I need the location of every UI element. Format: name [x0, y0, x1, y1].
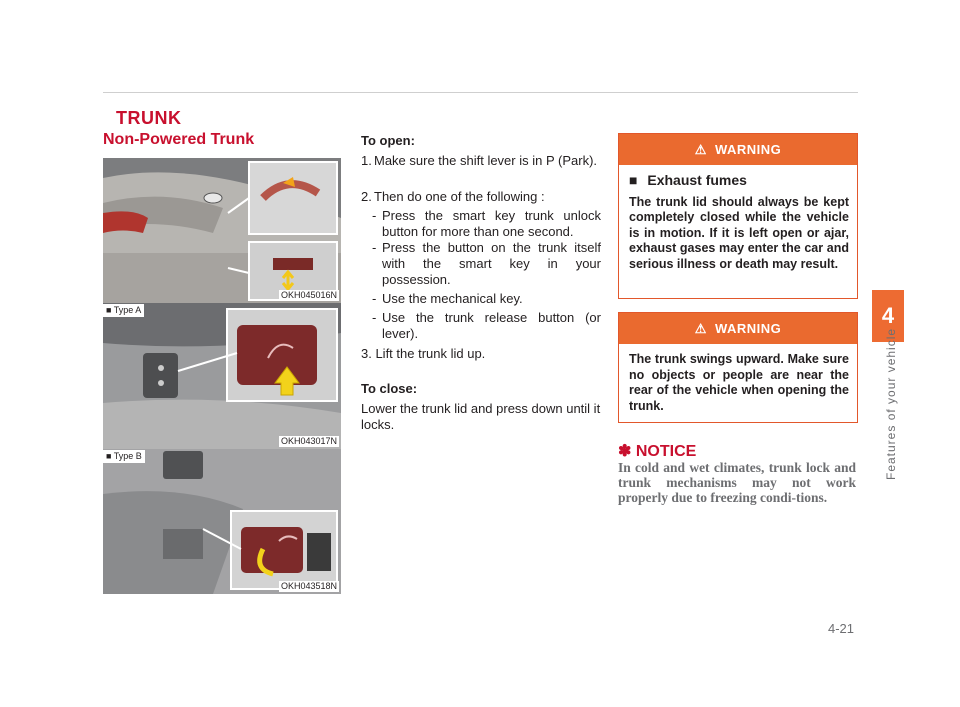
sub-item: [361, 310, 601, 342]
dash-bullet: -: [372, 291, 377, 306]
warning-title-text: Exhaust fumes: [647, 172, 747, 188]
open-heading: To open:: [361, 133, 415, 148]
trunk-exterior-illustration: [103, 158, 341, 303]
photo-type-b: [103, 449, 341, 594]
subtitle: Non-Powered Trunk: [103, 131, 255, 148]
step-1-number: 1.: [361, 153, 372, 168]
photo-caption: OKH043017N: [280, 436, 337, 446]
warning-box-exhaust: [618, 133, 858, 299]
trunk-release-button-type-b-illustration: [103, 449, 341, 594]
warning-text: The trunk lid should always be kept completely closed while the vehicle is in motion. If it is left open or ajar, exhaust gases may enter the car and serious illness or death may result.: [629, 194, 849, 271]
notice-body: In cold and wet climates, trunk lock and trunk mechanisms may not work properly due to freezing condi-tions.: [618, 460, 856, 505]
type-b-label: ■ Type B: [103, 450, 145, 463]
step-2: [361, 189, 601, 205]
trunk-release-lever-type-a-illustration: [103, 303, 341, 449]
warning-header: [619, 134, 857, 165]
warning-header: [619, 313, 857, 344]
warning-title: [629, 173, 849, 189]
warning-header-label: WARNING: [714, 142, 782, 157]
square-bullet-icon: ■: [629, 172, 638, 188]
chapter-title: Features of your vehicle: [884, 327, 898, 480]
step-1: [361, 153, 601, 169]
photo-caption: OKH043518N: [280, 581, 337, 591]
sub-item: [361, 208, 601, 240]
dash-bullet: -: [372, 208, 377, 223]
warning-box-trunk-swing: [618, 312, 858, 423]
step-2-number: 2.: [361, 189, 372, 204]
warning-body: [619, 344, 857, 422]
warning-triangle-icon: ⚠: [694, 321, 707, 336]
sub-item-text: Press the smart key trunk unlock button for more than one second.: [382, 208, 601, 239]
sub-item: [361, 240, 601, 288]
photo-caption: OKH045016N: [280, 290, 337, 300]
close-text: Lower the trunk lid and press down until it locks.: [361, 401, 601, 432]
close-heading: To close:: [361, 381, 418, 396]
sub-item-text: Use the trunk release button (or lever).: [382, 310, 601, 341]
photo-trunk-exterior: [103, 158, 341, 303]
chapter-tab: 4: [872, 290, 904, 342]
sub-item-text: Press the button on the trunk itself with the smart key in your possession.: [382, 240, 601, 287]
warning-text: The trunk swings upward. Make sure no objects or people are near the rear of the vehicle when opening the trunk.: [629, 352, 849, 413]
sub-item-text: Use the mechanical key.: [382, 291, 523, 306]
step-3: 3. Lift the trunk lid up.: [361, 346, 486, 361]
step-1-text: Make sure the shift lever is in P (Park).: [374, 153, 598, 168]
dash-bullet: -: [372, 310, 377, 325]
section-title: TRUNK: [116, 108, 182, 128]
warning-header-label: WARNING: [714, 321, 782, 336]
header-rule: [103, 92, 858, 93]
step-2-text: Then do one of the following :: [374, 189, 545, 204]
warning-triangle-icon: ⚠: [694, 142, 707, 157]
dash-bullet: -: [372, 240, 377, 255]
photo-type-a: [103, 303, 341, 449]
sub-item: [361, 291, 601, 307]
warning-body: [619, 165, 857, 280]
page-number: 4-21: [828, 621, 855, 636]
notice-title: ✽ NOTICE: [618, 443, 697, 460]
close-text-wrap: [361, 401, 601, 433]
type-a-label: ■ Type A: [103, 304, 144, 317]
